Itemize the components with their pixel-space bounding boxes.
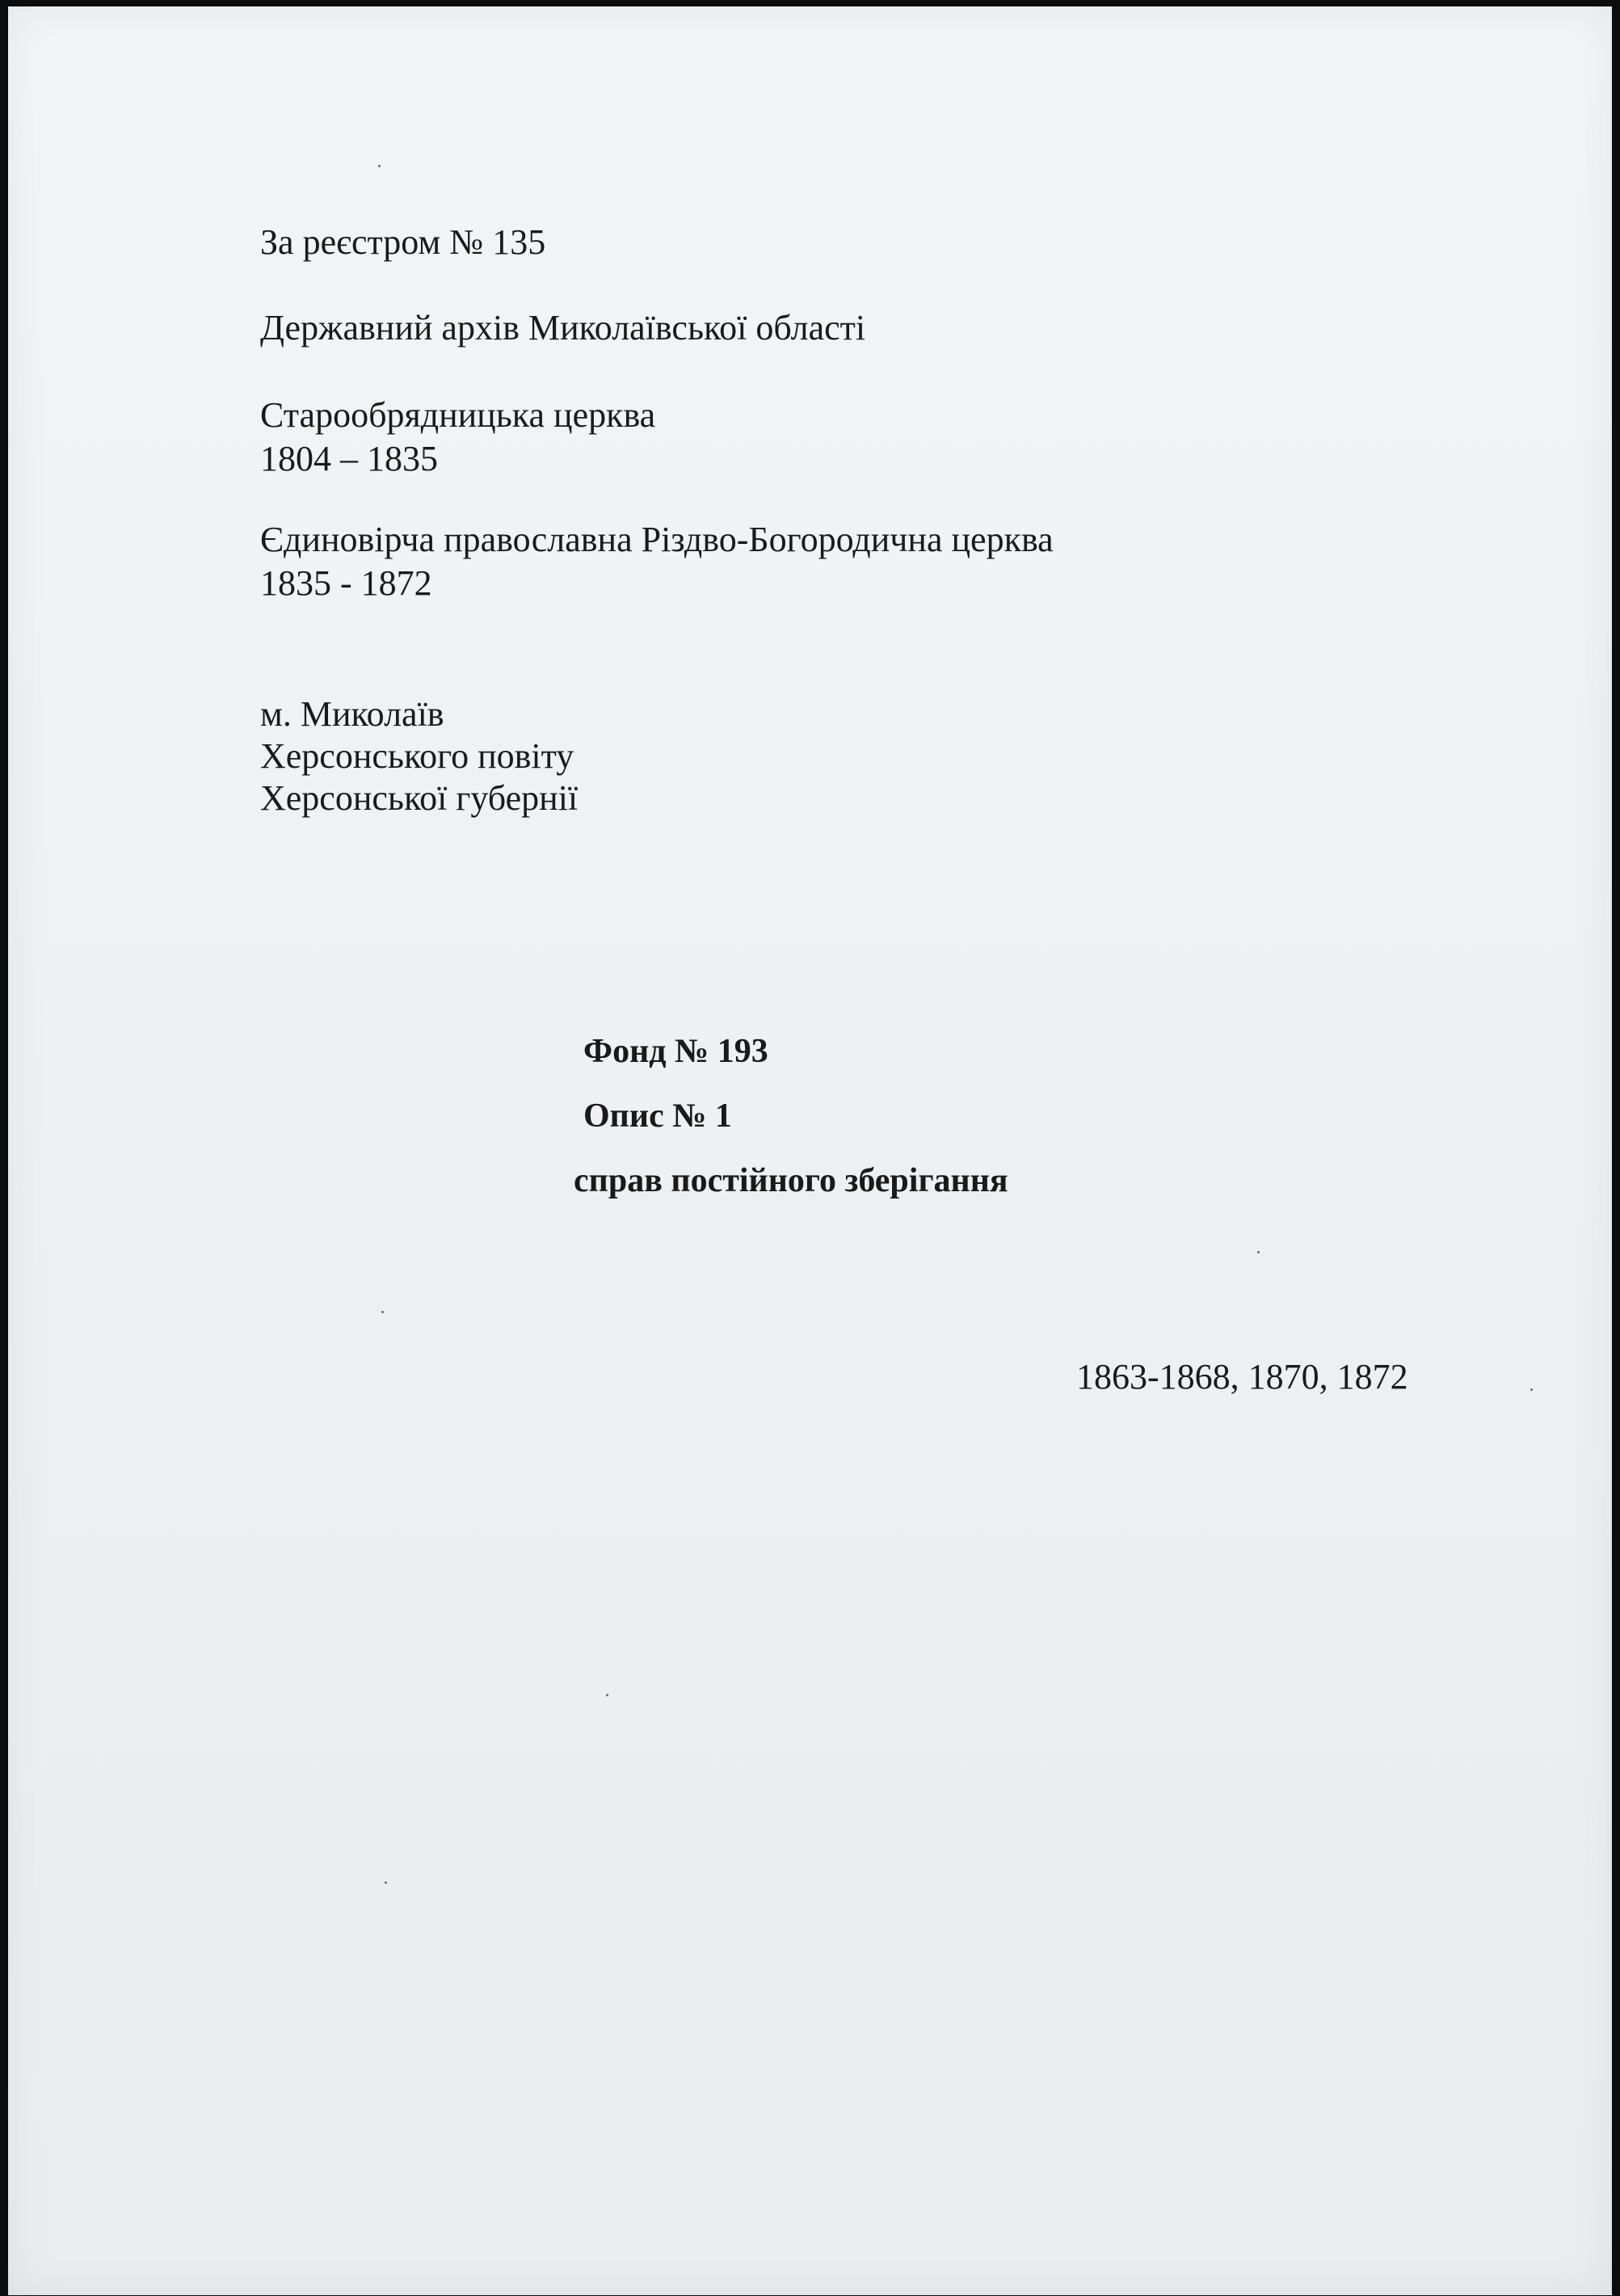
location-province: Херсонської губернії xyxy=(260,778,579,818)
paper-speck xyxy=(385,1881,387,1884)
location-district: Херсонського повіту xyxy=(260,736,574,776)
fond-description: справ постійного зберігання xyxy=(574,1162,1008,1199)
archive-name: Державний архів Миколаївської області xyxy=(260,308,866,348)
church-1-years: 1804 – 1835 xyxy=(260,439,438,478)
paper-speck xyxy=(606,1694,608,1696)
paper-speck xyxy=(381,1311,384,1313)
register-number: За реєстром № 135 xyxy=(260,222,546,262)
church-2-years: 1835 - 1872 xyxy=(260,563,432,603)
document-sheet xyxy=(8,6,1612,2295)
location-city: м. Миколаїв xyxy=(260,694,444,734)
paper-speck xyxy=(378,165,381,167)
church-2-name: Єдиновірча православна Різдво-Богородична церква xyxy=(260,520,1054,559)
date-range: 1863-1868, 1870, 1872 xyxy=(1076,1357,1408,1397)
church-1-name: Старообрядницька церква xyxy=(260,395,656,435)
fond-number: Фонд № 193 xyxy=(583,1033,768,1070)
paper-speck xyxy=(1530,1388,1533,1391)
opys-number: Опис № 1 xyxy=(583,1097,732,1135)
paper-speck xyxy=(1257,1251,1260,1253)
